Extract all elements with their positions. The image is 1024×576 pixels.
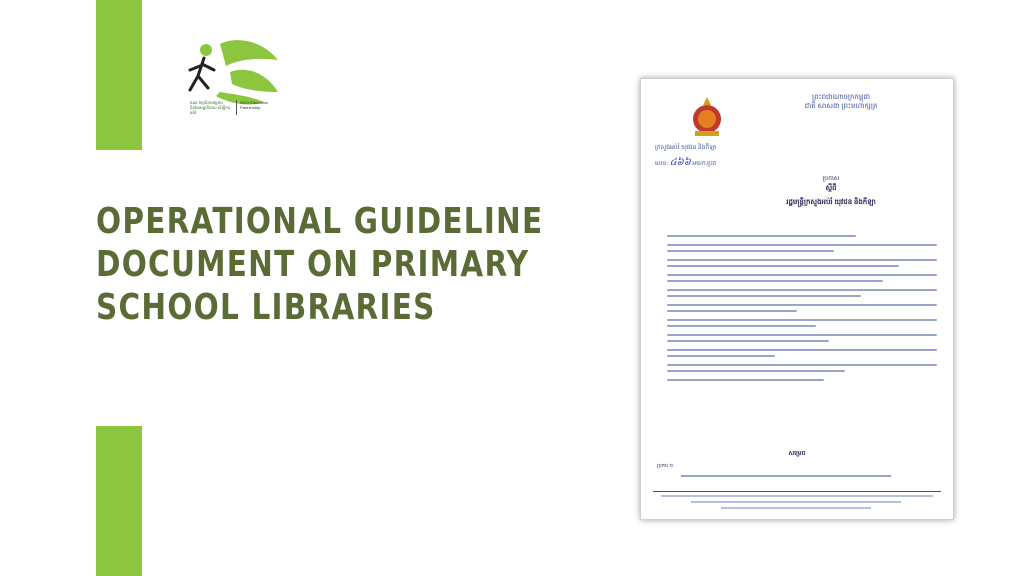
article-label: ប្រការ ១. <box>657 464 675 469</box>
title-line-2: DOCUMENT ON PRIMARY <box>96 244 530 285</box>
page-title <box>96 200 544 329</box>
title-line-3: SCHOOL LIBRARIES <box>96 287 436 328</box>
title-line-1: OPERATIONAL GUIDELINE <box>96 201 544 242</box>
decision-heading: សម្រេច <box>788 451 806 457</box>
document-titles: ប្រកាស ស្តីពី រដ្ឋមន្ត្រីក្រសួងអប់រំ យុវជន និងកីឡា <box>786 176 876 206</box>
document-preview <box>640 78 954 520</box>
logo-khmer-text: គណៈកម្មាធិការអង្គការមិនមែនរដ្ឋាភិបាល ដើម្បីការអប់រំ <box>190 100 237 115</box>
accent-bar-bottom <box>96 426 142 576</box>
document-body-lines <box>667 235 937 388</box>
logo-english-text: NGO Education Partnership <box>240 100 269 110</box>
royal-emblem-icon <box>687 95 727 139</box>
logo-caption <box>190 100 282 115</box>
document-header: ព្រះរាជាណាចក្រកម្ពុជា ជាតិ សាសនា ព្រះមហាក្សត្រ <box>804 93 878 110</box>
accent-bar-top <box>96 0 142 150</box>
reference-number: លេខ: ៤៦៦ អយក.ប្រក <box>655 157 717 168</box>
ministry-name: ក្រសួងអប់រំ យុវជន និងកីឡា <box>655 145 717 151</box>
